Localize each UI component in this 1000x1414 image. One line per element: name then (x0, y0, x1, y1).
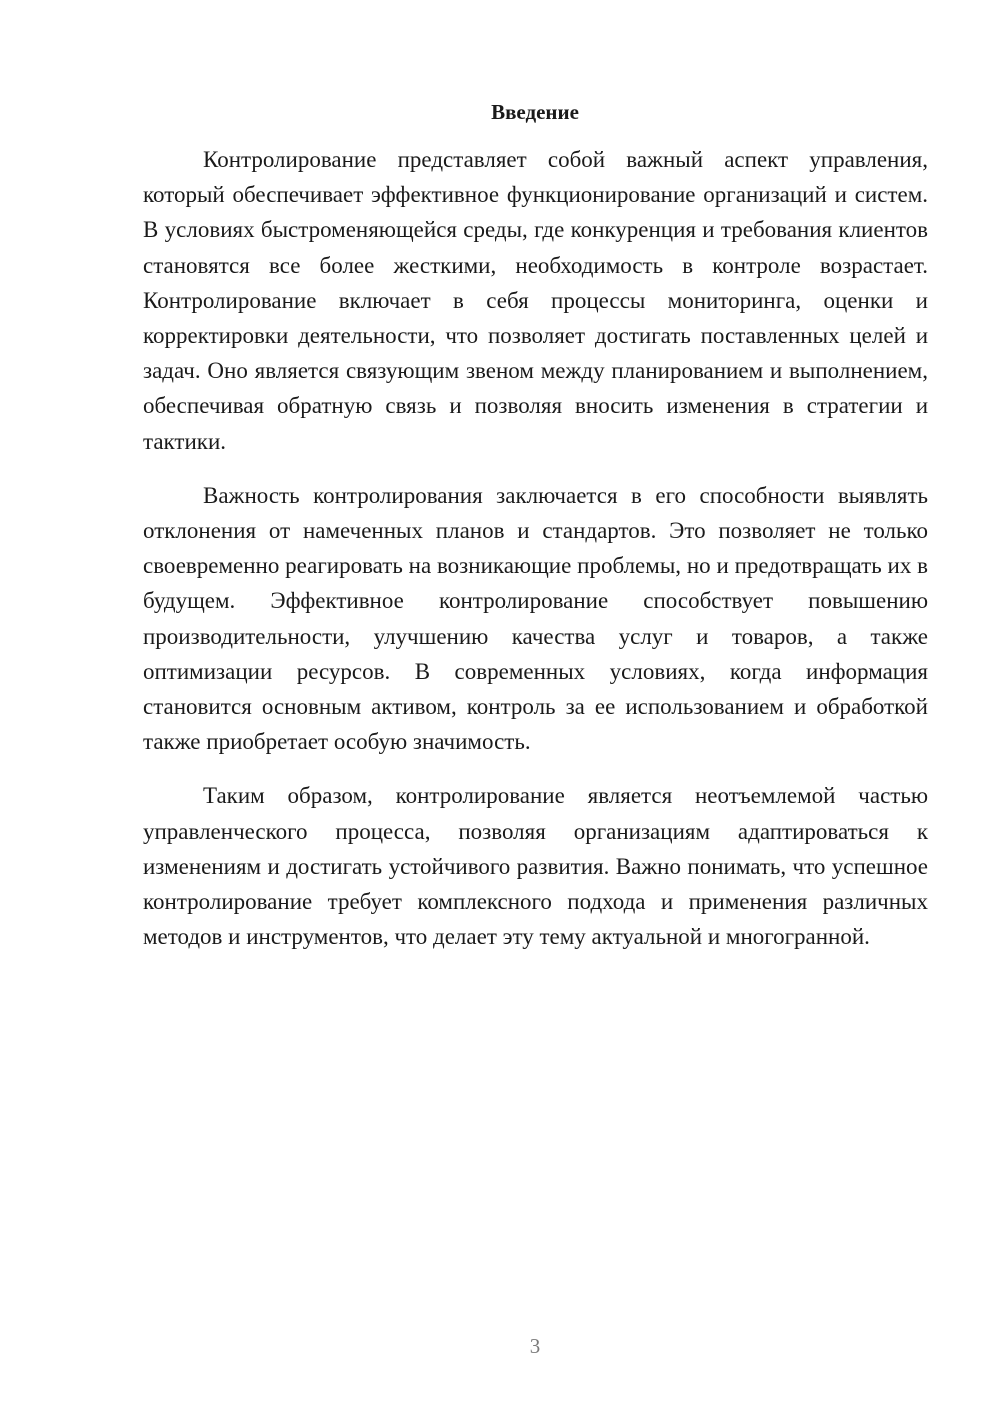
paragraph-3: Таким образом, контролирование является неотъемлемой частью управленческого процесса, позволяя организациям адаптироваться к изменениям и достигать устойчивого развития. Важно понимать, что успешное контролирование требует комплексного подхода и применения различных методов и инструментов, что делает эту тему актуальной и многогранной. (143, 783, 928, 950)
paragraph-1: Контролирование представляет собой важный аспект управления, который обеспечивает эффективное функционирование организаций и систем. В условиях быстроменяющейся среды, где конкуренция и требования клиентов становятся все более жесткими, необходимость в контроле возрастает. Контролирование включает в себя процессы мониторинга, оценки и корректировки деятельности, что позволяет достигать поставленных целей и задач. Оно является связующим звеном между планированием и выполнением, обеспечивая обратную связь и позволяя вносить изменения в стратегии и тактики. (143, 147, 928, 454)
page-number: 3 (529, 1334, 541, 1358)
paragraph-2: Важность контролирования заключается в его способности выявлять отклонения от намеченных планов и стандартов. Это позволяет не только своевременно реагировать на возникающие проблемы, но и предотвращать их в будущем. Эффективное контролирование способствует повышению производительности, улучшению качества услуг и товаров, а также оптимизации ресурсов. В современных условиях, когда информация становится основным активом, контроль за ее использованием и обработкой также приобретает особую значимость. (143, 482, 928, 755)
body-text (143, 142, 928, 973)
section-heading: Введение (491, 100, 579, 124)
